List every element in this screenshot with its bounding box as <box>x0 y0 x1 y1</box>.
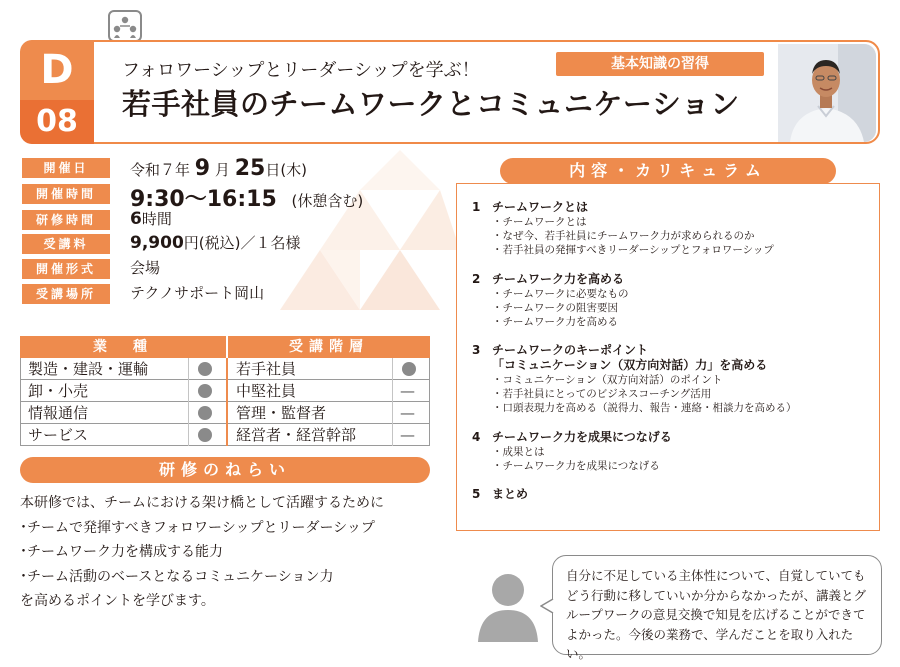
course-code-badge <box>20 40 94 144</box>
section-items <box>472 215 774 257</box>
course-title: 若手社員のチームワークとコミュニケーション <box>122 87 740 121</box>
section-item: ・なぜ今、若手社員にチームワーク力が求められるのか <box>492 230 755 242</box>
aim-line: を高めるポイントを学びます。 <box>20 593 215 609</box>
bubble-tail <box>540 598 556 614</box>
level-cell: 若手社員 <box>236 360 297 378</box>
section-number: 5 <box>472 487 481 501</box>
industry-mark-dot <box>198 428 212 442</box>
section-item: ・口頭表現力を高める（説得力、報告・連絡・相談力を高める） <box>492 402 797 414</box>
column-divider-minor <box>392 358 393 446</box>
section-items <box>472 287 629 329</box>
info-value-hours <box>130 208 172 229</box>
section-item: ・若手社員にとってのビジネスコーチング活用 <box>492 388 712 400</box>
section-number: 3 <box>472 343 481 357</box>
info-value-fee <box>130 232 301 253</box>
category-tag: 基本知識の習得 <box>556 52 764 76</box>
date-era: 令和７年 <box>130 161 191 179</box>
instructor-photo <box>778 44 876 142</box>
industry-cell: 情報通信 <box>28 404 89 422</box>
info-label: 開催形式 <box>22 259 110 279</box>
curriculum-section <box>472 200 774 257</box>
section-subtitle: 「コミュニケーション（双方向対話）力」を高める <box>492 358 768 372</box>
curriculum-section <box>472 487 528 502</box>
level-header: 受講階層 <box>228 336 430 358</box>
level-cell: 管理・監督者 <box>236 404 327 422</box>
section-number: 1 <box>472 200 481 214</box>
fee-value: 9,900 <box>130 233 184 253</box>
column-divider-minor <box>188 358 189 446</box>
hours-value: 6 <box>130 209 142 229</box>
group-icon <box>108 10 142 42</box>
section-title-text: チームワーク力を成果につなげる <box>492 430 672 444</box>
info-value-date <box>130 156 307 181</box>
course-number: 08 <box>20 100 94 144</box>
time-note: (休憩含む) <box>291 192 364 210</box>
section-item: ・成果とは <box>492 446 545 458</box>
section-title-text: チームワークのキーポイント <box>492 343 649 357</box>
testimonial-line: よかった。今後の業務で、学んだことを取り入れたい。 <box>566 626 854 661</box>
fee-unit: 円(税込)／１名様 <box>183 234 301 252</box>
section-title-text: まとめ <box>492 487 529 501</box>
info-label: 開催時間 <box>22 184 110 204</box>
testimonial-line: どう行動に移していいか分からなかったが、講義とグ <box>566 587 867 603</box>
hours-unit: 時間 <box>141 210 172 228</box>
aim-line: ･チームワーク力を構成する能力 <box>20 544 223 560</box>
table-row <box>20 380 430 402</box>
level-cell: 中堅社員 <box>236 382 297 400</box>
course-subtitle: フォロワーシップとリーダーシップを学ぶ！ <box>122 60 480 81</box>
section-item: ・チームワークに必要なもの <box>492 288 629 300</box>
section-items <box>472 445 672 473</box>
table-row <box>20 424 430 446</box>
level-mark-dash: — <box>400 404 415 422</box>
date-day-unit: 日(木) <box>265 161 308 179</box>
aim-heading: 研修のねらい <box>20 457 430 483</box>
info-label: 研修時間 <box>22 210 110 230</box>
table-row <box>20 402 430 424</box>
section-number: 4 <box>472 430 481 444</box>
info-label: 開催日 <box>22 158 110 178</box>
date-month-unit: 月 <box>214 161 230 179</box>
section-title-text: チームワーク力を高める <box>492 272 625 286</box>
participant-avatar-icon <box>476 570 540 642</box>
section-item: ・コミュニケーション（双方向対話）のポイント <box>492 374 723 386</box>
aim-line: ･チームで発揮すべきフォロワーシップとリーダーシップ <box>20 519 375 536</box>
industry-cell: 卸・小売 <box>28 382 89 400</box>
section-number: 2 <box>472 272 481 286</box>
section-item: ・チームワーク力を成果につなげる <box>492 460 660 472</box>
industry-mark-dot <box>198 362 212 376</box>
level-mark-dot <box>402 362 416 376</box>
section-item: ・チームワークとは <box>492 216 587 228</box>
info-value-format: 会場 <box>130 259 161 277</box>
section-item: ・チームワーク力を高める <box>492 316 618 328</box>
level-mark-dash: — <box>400 426 415 444</box>
table-row <box>20 358 430 380</box>
section-title <box>472 272 629 287</box>
date-month: 9 <box>194 156 211 181</box>
curriculum-section <box>472 430 672 473</box>
curriculum-section <box>472 272 629 329</box>
level-cell: 経営者・経営幹部 <box>236 426 357 444</box>
curriculum-heading: 内容・カリキュラム <box>500 158 836 184</box>
industry-mark-dot <box>198 406 212 420</box>
table-border-left <box>20 358 21 446</box>
testimonial-line: 自分に不足している主体性について、自覚していても <box>566 568 866 583</box>
industry-cell: サービス <box>28 426 89 444</box>
aim-line: ･チーム活動のベースとなるコミュニケーション力 <box>20 568 334 585</box>
industry-mark-dot <box>198 384 212 398</box>
date-day: 25 <box>234 156 266 181</box>
section-title <box>472 487 528 502</box>
level-mark-dash: — <box>400 382 415 400</box>
info-label: 受講場所 <box>22 284 110 304</box>
time-range: 9:30～16:15 <box>130 187 277 212</box>
table-border-right <box>429 358 430 446</box>
industry-header: 業 種 <box>20 336 226 358</box>
aim-line: 本研修では、チームにおける架け橋として活躍するために <box>20 495 384 511</box>
section-title <box>472 343 797 358</box>
section-title <box>472 200 774 215</box>
section-title-text: チームワークとは <box>492 200 589 214</box>
column-divider <box>226 358 228 446</box>
aim-text <box>20 491 440 614</box>
curriculum-section <box>472 343 797 415</box>
section-items <box>472 373 797 415</box>
testimonial-line: ループワークの意見交換で知見を広げることができて <box>566 607 866 622</box>
info-value-venue: テクノサポート岡山 <box>130 284 265 302</box>
info-label: 受講料 <box>22 234 110 254</box>
section-item: ・若手社員の発揮すべきリーダーシップとフォロワーシップ <box>492 244 774 256</box>
testimonial-text <box>566 566 872 664</box>
course-letter: D <box>20 40 94 100</box>
section-item: ・チームワークの阻害要因 <box>492 302 618 314</box>
industry-cell: 製造・建設・運輸 <box>28 360 149 378</box>
section-title <box>472 430 672 445</box>
